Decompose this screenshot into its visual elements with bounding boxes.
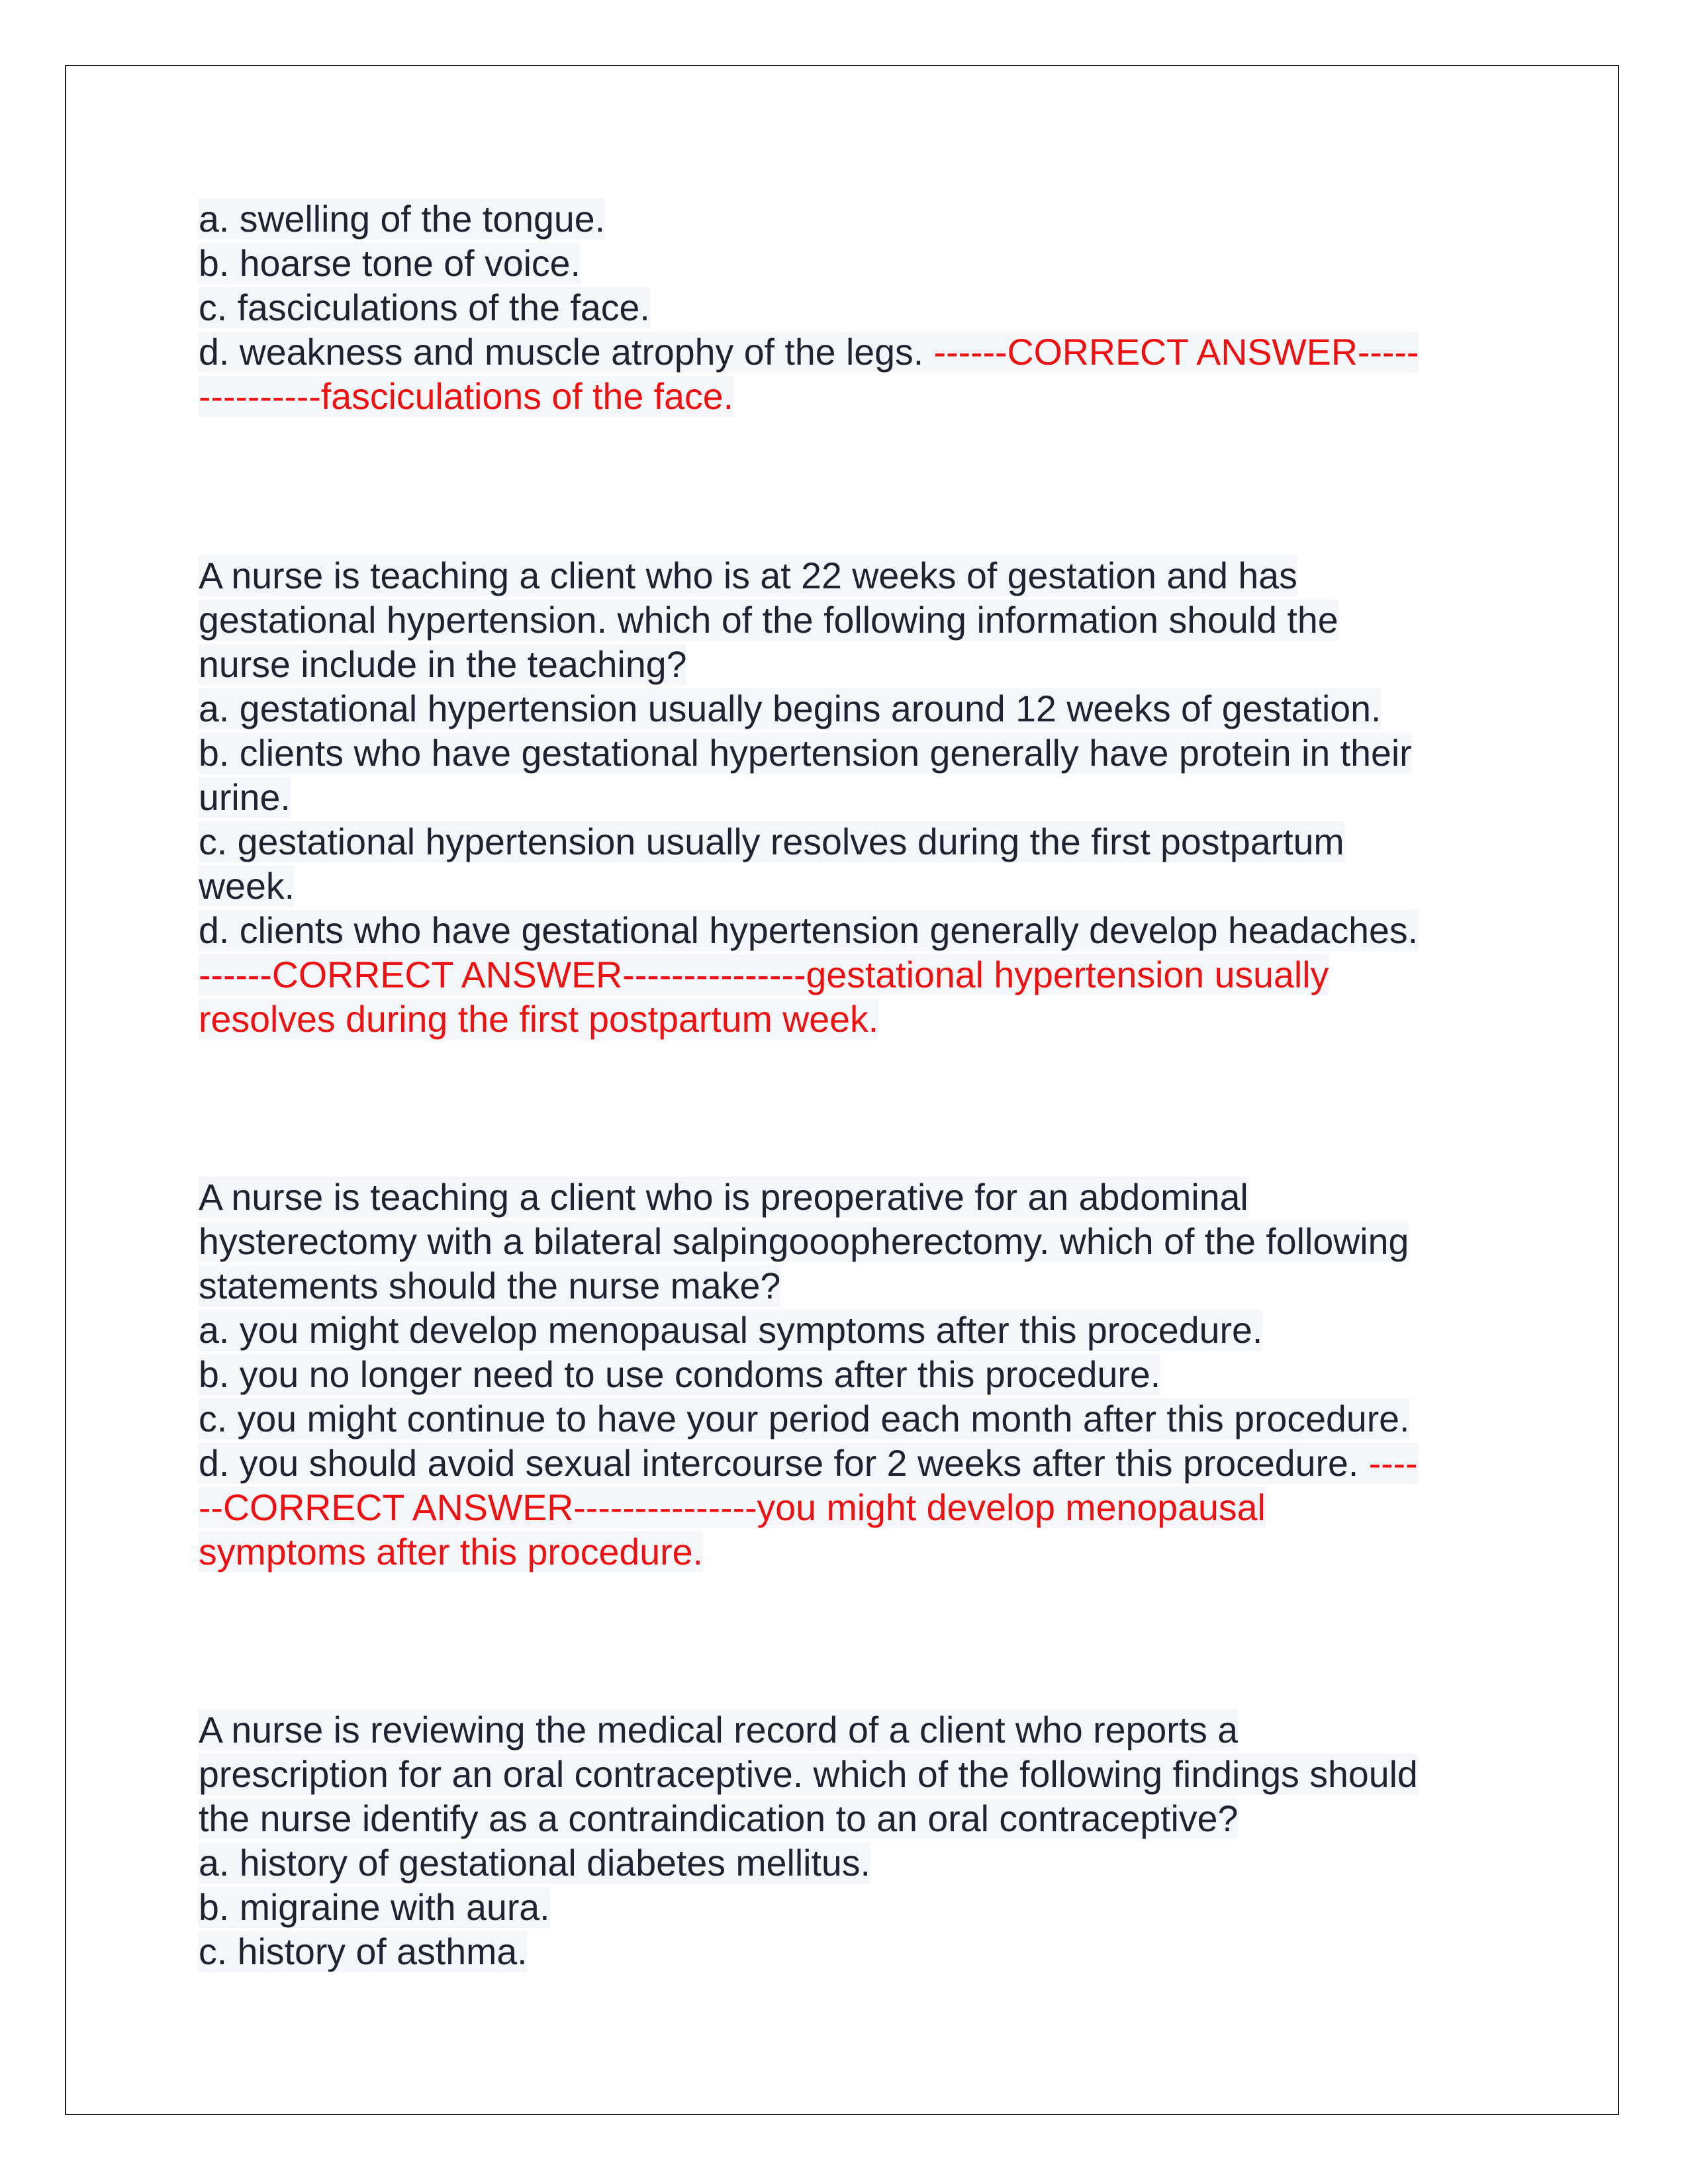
question-block-3 (199, 1175, 1496, 1574)
answer-line (199, 1530, 1496, 1574)
option-line: d. clients who have gestational hypertension generally develop headaches. (199, 910, 1418, 951)
question-stem-line: A nurse is teaching a client who is preoperative for an abdominal (199, 1177, 1248, 1218)
question-stem-line: hysterectomy with a bilateral salpingooopherectomy. which of the following (199, 1221, 1409, 1262)
option-line: c. you might continue to have your period each month after this procedure. (199, 1398, 1410, 1439)
question-stem-line: A nurse is teaching a client who is at 22 weeks of gestation and has (199, 555, 1297, 596)
correct-answer-label: ---- (1368, 1443, 1418, 1484)
answer-line (199, 953, 1496, 997)
option-line: week. (199, 866, 295, 907)
question-stem-line: A nurse is reviewing the medical record of a client who reports a (199, 1709, 1239, 1751)
question-block-1 (199, 197, 1496, 419)
correct-answer-text: ------CORRECT ANSWER---------------gestational hypertension usually (199, 954, 1329, 995)
question-block-2 (199, 554, 1496, 1042)
option-line: urine. (199, 777, 291, 818)
question-stem-line: prescription for an oral contraceptive. which of the following findings should (199, 1754, 1418, 1795)
question-block-4 (199, 1708, 1496, 1974)
option-line: b. migraine with aura. (199, 1887, 550, 1928)
option-line: c. gestational hypertension usually resolves during the first postpartum (199, 821, 1344, 862)
option-line: a. you might develop menopausal symptoms after this procedure. (199, 1310, 1263, 1351)
option-line: b. you no longer need to use condoms after this procedure. (199, 1354, 1161, 1395)
option-line: a. gestational hypertension usually begins around 12 weeks of gestation. (199, 688, 1382, 729)
question-stem-line: nurse include in the teaching? (199, 644, 687, 685)
question-stem-line: the nurse identify as a contraindication to an oral contraceptive? (199, 1798, 1239, 1839)
option-line: d. you should avoid sexual intercourse for 2 weeks after this procedure. ---- (199, 1443, 1418, 1484)
option-line: c. fasciculations of the face. (199, 287, 650, 328)
option-line: c. history of asthma. (199, 1931, 528, 1972)
option-line: b. clients who have gestational hypertension generally have protein in their (199, 733, 1412, 774)
correct-answer-text: ----------fasciculations of the face. (199, 376, 734, 417)
option-line: b. hoarse tone of voice. (199, 243, 581, 284)
correct-answer-text: --CORRECT ANSWER---------------you might develop menopausal (199, 1487, 1266, 1528)
correct-answer-text: symptoms after this procedure. (199, 1531, 703, 1572)
correct-answer-text: resolves during the first postpartum week. (199, 999, 879, 1040)
answer-line (199, 997, 1496, 1042)
answer-line (199, 375, 1496, 419)
option-line: a. swelling of the tongue. (199, 199, 605, 240)
correct-answer-label: ------CORRECT ANSWER----- (933, 332, 1419, 373)
question-stem-line: gestational hypertension. which of the following information should the (199, 600, 1338, 641)
option-line: d. weakness and muscle atrophy of the legs. ------CORRECT ANSWER----- (199, 332, 1419, 373)
option-line: a. history of gestational diabetes mellitus. (199, 1843, 870, 1884)
question-stem-line: statements should the nurse make? (199, 1265, 781, 1306)
answer-line (199, 1486, 1496, 1530)
